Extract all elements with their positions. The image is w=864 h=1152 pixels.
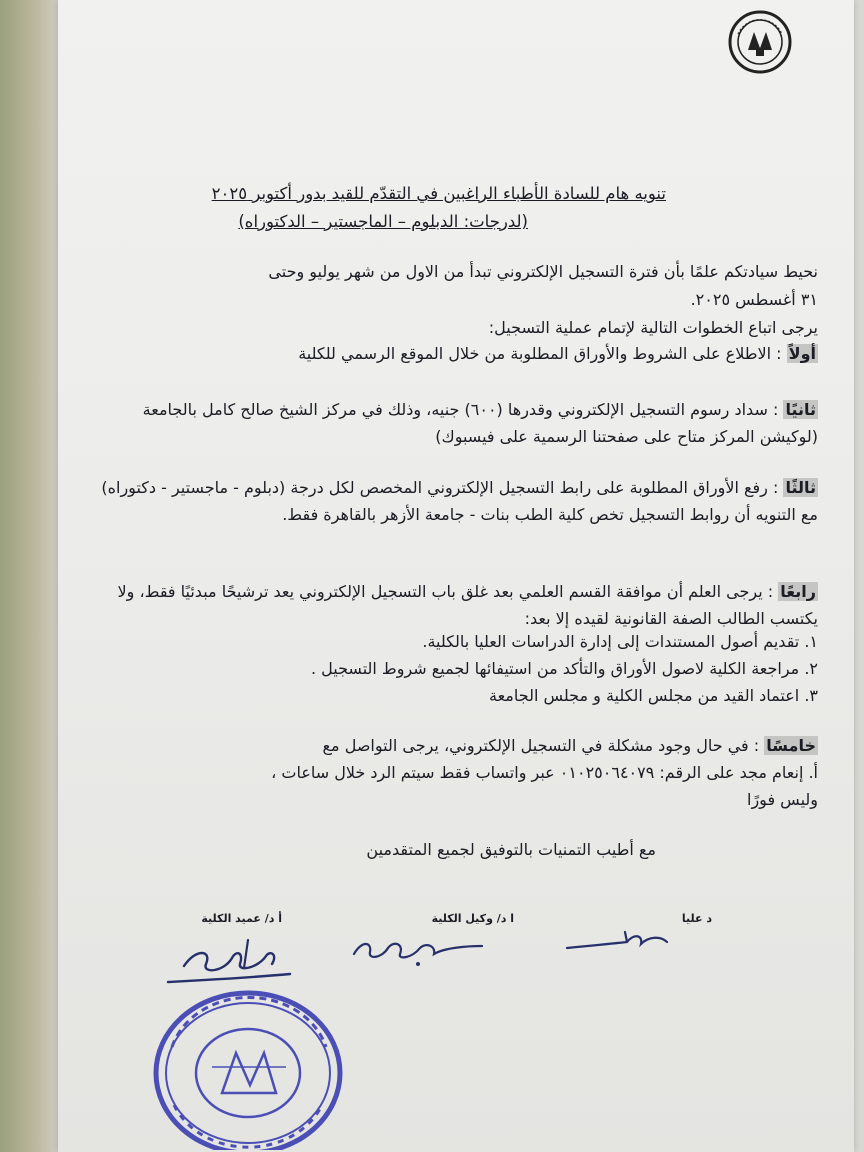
staff-title: د عليا (681, 912, 712, 925)
condition-1: ١. تقديم أصول المستندات إلى إدارة الدراسات العليا بالكلية. (422, 632, 818, 651)
dean-signature-icon (166, 928, 296, 988)
step-second-text: : سداد رسوم التسجيل الإلكتروني وقدرها (٦٠٠) جنيه، وذلك في مركز الشيخ صالح كامل بالجامعة (لوكيشن المركز متاح على صفحتنا الرسمية على فيسبوك) (142, 400, 818, 446)
dean-title: أ د/ عميد الكلية (201, 912, 282, 925)
contact-line: أ. إنعام مجد على الرقم: ٠١٠٢٥٠٦٤٠٧٩ عبر واتساب فقط سيتم الرد خلال ساعات ، (271, 763, 818, 782)
step-fifth-label: خامسًا (766, 736, 816, 755)
intro-line-3: يرجى اتباع الخطوات التالية لإتمام عملية التسجيل: (488, 318, 818, 337)
step-second (98, 396, 818, 450)
step-second-label: ثانيًا (785, 400, 816, 419)
step-first (98, 340, 818, 367)
step-fourth-text: : يرجى العلم أن موافقة القسم العلمي بعد غلق باب التسجيل الإلكتروني يعد ترشيحًا مبدئيًا فقط، ولا يكتسب الطالب الصفة القانونية لقيده إلا بعد: (117, 582, 818, 628)
notice-subtitle: (لدرجات: الدبلوم – الماجستير – الدكتوراه) (238, 212, 528, 231)
background-right-edge (854, 0, 864, 1152)
intro-line-1: نحيط سيادتكم علمًا بأن فترة التسجيل الإلكتروني تبدأ من الاول من شهر يوليو وحتى (268, 262, 818, 281)
step-fifth-text: : في حال وجود مشكلة في التسجيل الإلكتروني، يرجى التواصل مع (322, 736, 760, 755)
intro-line-2: ٣١ أغسطس ٢٠٢٥. (690, 290, 818, 309)
vice-dean-title: ا د/ وكيل الكلية (431, 912, 514, 925)
staff-signature-icon (563, 928, 673, 958)
notice-title: تنويه هام للسادة الأطباء الراغبين في التقدّم للقيد بدور أكتوبر ٢٠٢٥ (211, 184, 666, 203)
university-stamp-icon (150, 985, 345, 1150)
document-page (58, 0, 854, 1152)
step-first-text: : الاطلاع على الشروط والأوراق المطلوبة من خلال الموقع الرسمي للكلية (298, 344, 782, 363)
step-third-text: : رفع الأوراق المطلوبة على رابط التسجيل الإلكتروني المخصص لكل درجة (دبلوم - ماجستير - دكتوراه) مع التنويه أن روابط التسجيل تخص كلية الطب بنات - جامعة الأزهر بالقاهرة فقط. (101, 478, 818, 524)
closing-text: مع أطيب التمنيات بالتوفيق لجميع المتقدمين (366, 840, 656, 859)
vice-dean-signature-icon (348, 930, 488, 970)
step-fourth-label: رابعًا (780, 582, 816, 601)
condition-2: ٢. مراجعة الكلية لاصول الأوراق والتأكد من استيفائها لجميع شروط التسجيل . (310, 659, 818, 678)
step-fifth (323, 736, 818, 755)
step-fourth (98, 578, 818, 632)
step-first-label: أولاً (788, 344, 816, 363)
contact-line-2: وليس فورًا (747, 790, 818, 809)
step-third-label: ثالثًا (785, 478, 816, 497)
condition-3: ٣. اعتماد القيد من مجلس الكلية و مجلس الجامعة (489, 686, 818, 705)
faculty-seal-icon (728, 10, 792, 74)
background-left-edge (0, 0, 58, 1152)
step-third (98, 474, 818, 528)
